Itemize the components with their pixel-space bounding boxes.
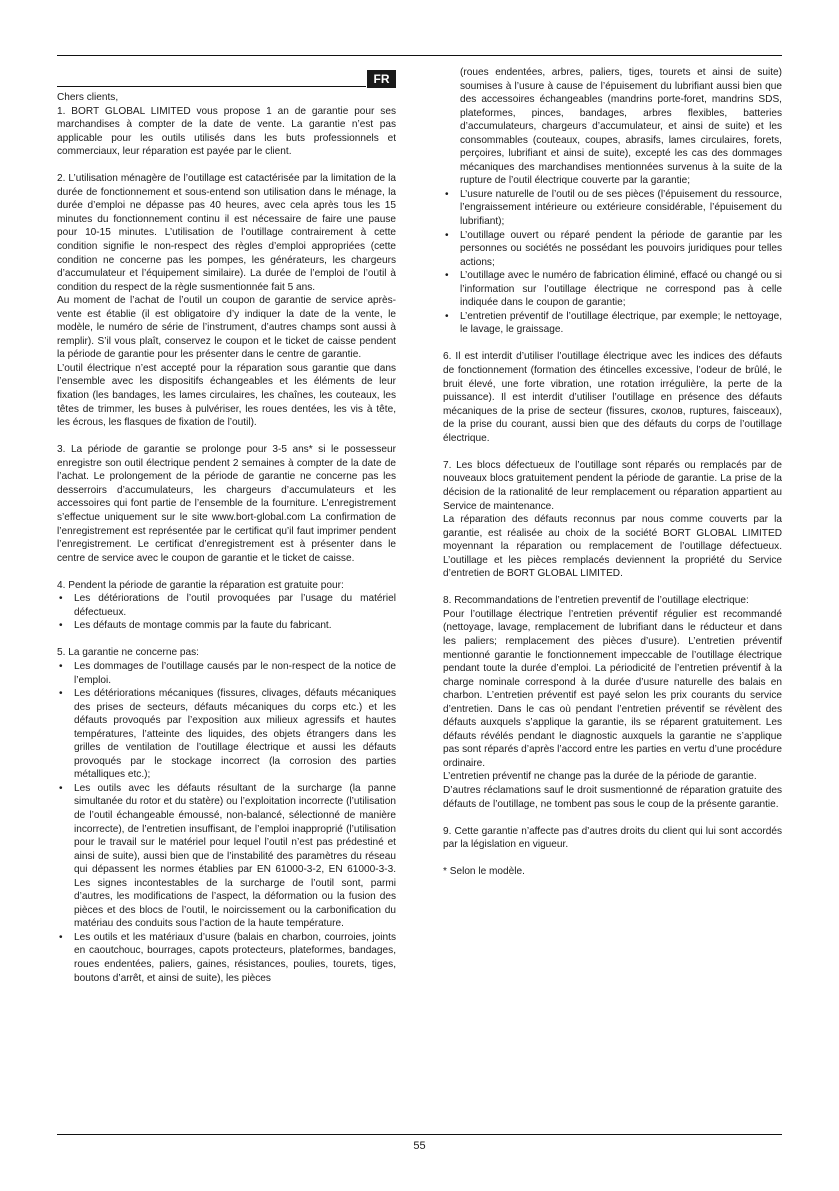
list-item: • Les dommages de l’outillage causés par le non-respect de la notice de l’emploi.: [57, 660, 396, 687]
section-4-list: [57, 592, 396, 633]
section-9: 9. Cette garantie n’affecte pas d’autres droits du client qui lui sont accordés par la législation en vigueur.: [443, 825, 782, 851]
section-8: 8. Recommandations de l’entretien preventif de l’outillage electrique:: [443, 595, 749, 607]
language-header-line: [57, 86, 366, 87]
section-4: 4. Pendent la période de garantie la réparation est gratuite pour:: [57, 579, 344, 591]
section-2-acceptance: L’outil électrique n’est accepté pour la réparation sous garantie que dans l’ensemble avec les dispositifs échangeables et les éléments de leur fixation (les bandages, les lames circulaires, les chaînes, les couteaux, les têtes de trimmer, les buses à pulvériser, les roues dentées, les vis à tête, les écrous, les flasques de fixation de l’outil).: [57, 362, 396, 429]
list-item: • Les détériorations de l’outil provoquées par l’usage du matériel défectueux.: [57, 592, 396, 619]
list-item: • L’entretien préventif de l’outillage électrique, par exemple; le nettoyage, le lavage, le graissage.: [443, 310, 782, 337]
section-7: 7. Les blocs défectueux de l’outillage sont réparés ou remplacés par de nouveaux blocs gratuitement pendent la période de garantie. La prise de la décision de la rationalité de leur remplacement ou réparation appartient au Service de maintenance.: [443, 459, 782, 512]
section-2: 2. L’utilisation ménagère de l’outillage est catactérisée par la limitation de la durée de fonctionnement et sous-entend son utilisation dans le ménage, la durée d’emploi ne dépasse pas 40 heures, avec cela après tous les 15 minutes du fonctionnement continu il est nécessaire de faire une pause pour 10-15 minutes. L’utilisation de l’outillage contrairement à cette condition signifie le non-respect des règles d’emploi appropriées (cette condition ne concerne pas les pompes, les générateurs, les chargeurs d’accumulateur et l’équipement similaire). La durée de l’emploi de l’outil à condition du respect de la règle susmentionnée fait 5 ans.: [57, 173, 396, 293]
footnote: * Selon le modèle.: [443, 866, 525, 878]
list-item: • L’outillage avec le numéro de fabrication éliminé, effacé ou changé ou si l’information sur l’outillage électrique ne correspond pas à celle indiquée dans le coupon de garantie;: [443, 269, 782, 310]
list-item: • Les outils avec les défauts résultant de la surcharge (la panne simultanée du rotor et du statère) ou l’exploitation incorrecte (l’utilisation de l’outil échangeable émoussé, non-balancé, sélectionné de manière incorrecte), de l’entretien insuffisant, de l’emploi inapproprié (l’utilisation pour le travail sur le matériel pour lequel l’outil n’est pas prédestiné et ainsi de suite), aussi bien que de l’instabilité des paramètres du réseau qui dépassent les normes établies par EN 61000-3-2, EN 61000-3-3. Les signes incontestables de la surcharge de l’outil sont, parmi d’autres, les modifications de l’aspect, la déformation ou la fusion des pièces et des blocs de l’outil, le noircissement ou la carbonification du matériau des conduits sous l’action de la haute température.: [57, 782, 396, 931]
page-number: 55: [413, 1140, 426, 1152]
section-5: 5. La garantie ne concerne pas:: [57, 647, 199, 659]
section-5-list-continued: [443, 66, 782, 337]
language-header: [57, 70, 396, 88]
list-item: • L’outillage ouvert ou réparé pendent la période de garantie par les personnes ou sociétés ne possédant les pouvoirs juridiques pour telles actions;: [443, 229, 782, 270]
greeting: Chers clients,: [57, 92, 119, 103]
section-7-repair: La réparation des défauts reconnus par nous comme couverts par la garantie, est réalisée au choix de la société BORT GLOBAL LIMITED moyennant la réparation ou remplacement de l’outillage défectueux. L’outillage et les pièces remplacés deviennent la propriété du Service d’entretien de BORT GLOBAL LIMITED.: [443, 514, 782, 580]
section-5-list: [57, 660, 396, 985]
list-item: • Les défauts de montage commis par la faute du fabricant.: [57, 619, 396, 633]
list-item-continued: (roues endentées, arbres, paliers, tiges, tourets et ainsi de suite) soumises à l’usure à cause de l’épuisement du lubrifiant aussi bien que des accessoires échangeables (mandrins porte-foret, mandrins SDS, plateformes, pinces, bandages, arbres flexibles, batteries d’accumulateurs, chargeurs d’accumulateur, et ainsi de suite) et les consommables (couteaux, coupes, abrasifs, lames circulaires, forets, perçoires, lubrifiant et ainsi de suite), excepté les cas des dommages mécaniques des marchandises mentionnées survenus à la suite de la rupture de l’outil électrique couverte par la garantie;: [460, 67, 782, 187]
bottom-rule: [57, 1134, 782, 1135]
section-6: 6. Il est interdit d’utiliser l’outillage électrique avec les indices des défauts de fonctionnement (formation des étincelles excessive, l’odeur de brûlé, le bruit élevé, une forte vibration, une rotation irrégulière, la perte de la puissance). Il est interdit d’utiliser l’outillage en présence des défauts mécaniques de la prise de secteur (fissures, сколов, ruptures, faisceaux), de la prise du courant, aussi bien que des défauts du corps de l’outillage électrique.: [443, 351, 782, 444]
section-8-duration: L’entretien préventif ne change pas la durée de la période de garantie.: [443, 771, 757, 783]
section-2-coupon: Au moment de l’achat de l’outil un coupon de garantie de service après-vente est établie (il est obligatoire d’y indiquer la date de la vente, le modèle, le numéro de série de l’instrument, d’autres champs sont aussi à remplir). S’il vous plaît, conservez le coupon et le ticket de caisse pendent la période de garantie pour les présenter dans le centre de garantie.: [57, 295, 396, 361]
section-8-claims: D’autres réclamations sauf le droit susmentionné de réparation gratuite des défauts de l’outillage, ne tombent pas sous le coup de la présente garantie.: [443, 784, 782, 810]
language-tag: FR: [367, 70, 396, 88]
section-1: 1. BORT GLOBAL LIMITED vous propose 1 an de garantie pour ses marchandises à compter de la date de vente. La garantie n’est pas applicable pour les outils utilisés dans les buts professionnels et commerciaux, leur réparation est payée par le client.: [57, 105, 396, 158]
section-8-maintenance: Pour l’outillage électrique l’entretien préventif régulier est recommandé (nettoyage, lavage, remplacement de lubrifiant dans le réducteur et dans les paliers; remplacement des pièces d’usure). L’entretien préventif mentionné garantie le fonctionnement impeccable de l’outillage électrique pendant toute la durée d’emploi. La périodicité de l’entretien préventif à la charge nominale correspond à la durée d’usure naturelle des balais en charbon. L’entretien préventif est payé selon les prix courants du service d’entretien. Dans le cas où pendant l’entretien préventif se révèlent des défauts auxquels s’applique la garantie, ils se réparent gratuitement. Les défauts révélés pendant le diagnostic auxquels la garantie ne s’applique pas sont réparés d’après l’accord entre les parties en vertu d’une procédure ordinaire.: [443, 608, 782, 769]
list-item: • Les détériorations mécaniques (fissures, clivages, défauts mécaniques des prises de secteurs, défauts mécaniques du corps etc.) et les défauts provoqués par l’exposition aux milieux agressifs et hautes températures, l’atteinte des liquides, des objets étrangers dans les grilles de ventilation de l’outillage électrique et aussi les défauts provoqués par le stockage incorrect (la corrosion des parties métalliques etc.);: [57, 687, 396, 782]
list-item: • Les outils et les matériaux d’usure (balais en charbon, courroies, joints en caoutchouc, bourrages, capots protecteurs, plateformes, bandages, roues endentées, paliers, gaines, résistances, poulies, tourets, tiges, boutons d’arrêt, et ainsi de suite), les pièces: [57, 931, 396, 985]
section-3: 3. La période de garantie se prolonge pour 3-5 ans* si le possesseur enregistre son outil électrique pendent 2 semaines à compter de la date de l’achat. Le prolongement de la période de garantie ne concerne pas les desserroirs d’accumulateurs, les chargeurs d’accumulateurs et les accessoires qui font partie de l’ensemble de la fourniture. L’enregistrement s’effectue uniquement sur le site www.bort-global.com La confirmation de l’enregistrement est représentée par le certificat qu’il faut imprimer pendent l’enregistrement. Le certificat d’enregistrement est à présenter dans le centre de service avec le coupon de garantie et le ticket de caisse.: [57, 444, 396, 564]
list-item: • L’usure naturelle de l’outil ou de ses pièces (l’épuisement du ressource, l’engraissement intérieure ou extérieure considérable, l’épuisement du lubrifiant);: [443, 188, 782, 229]
right-column: [443, 66, 782, 879]
left-column: [57, 91, 396, 985]
top-rule: [57, 55, 782, 56]
